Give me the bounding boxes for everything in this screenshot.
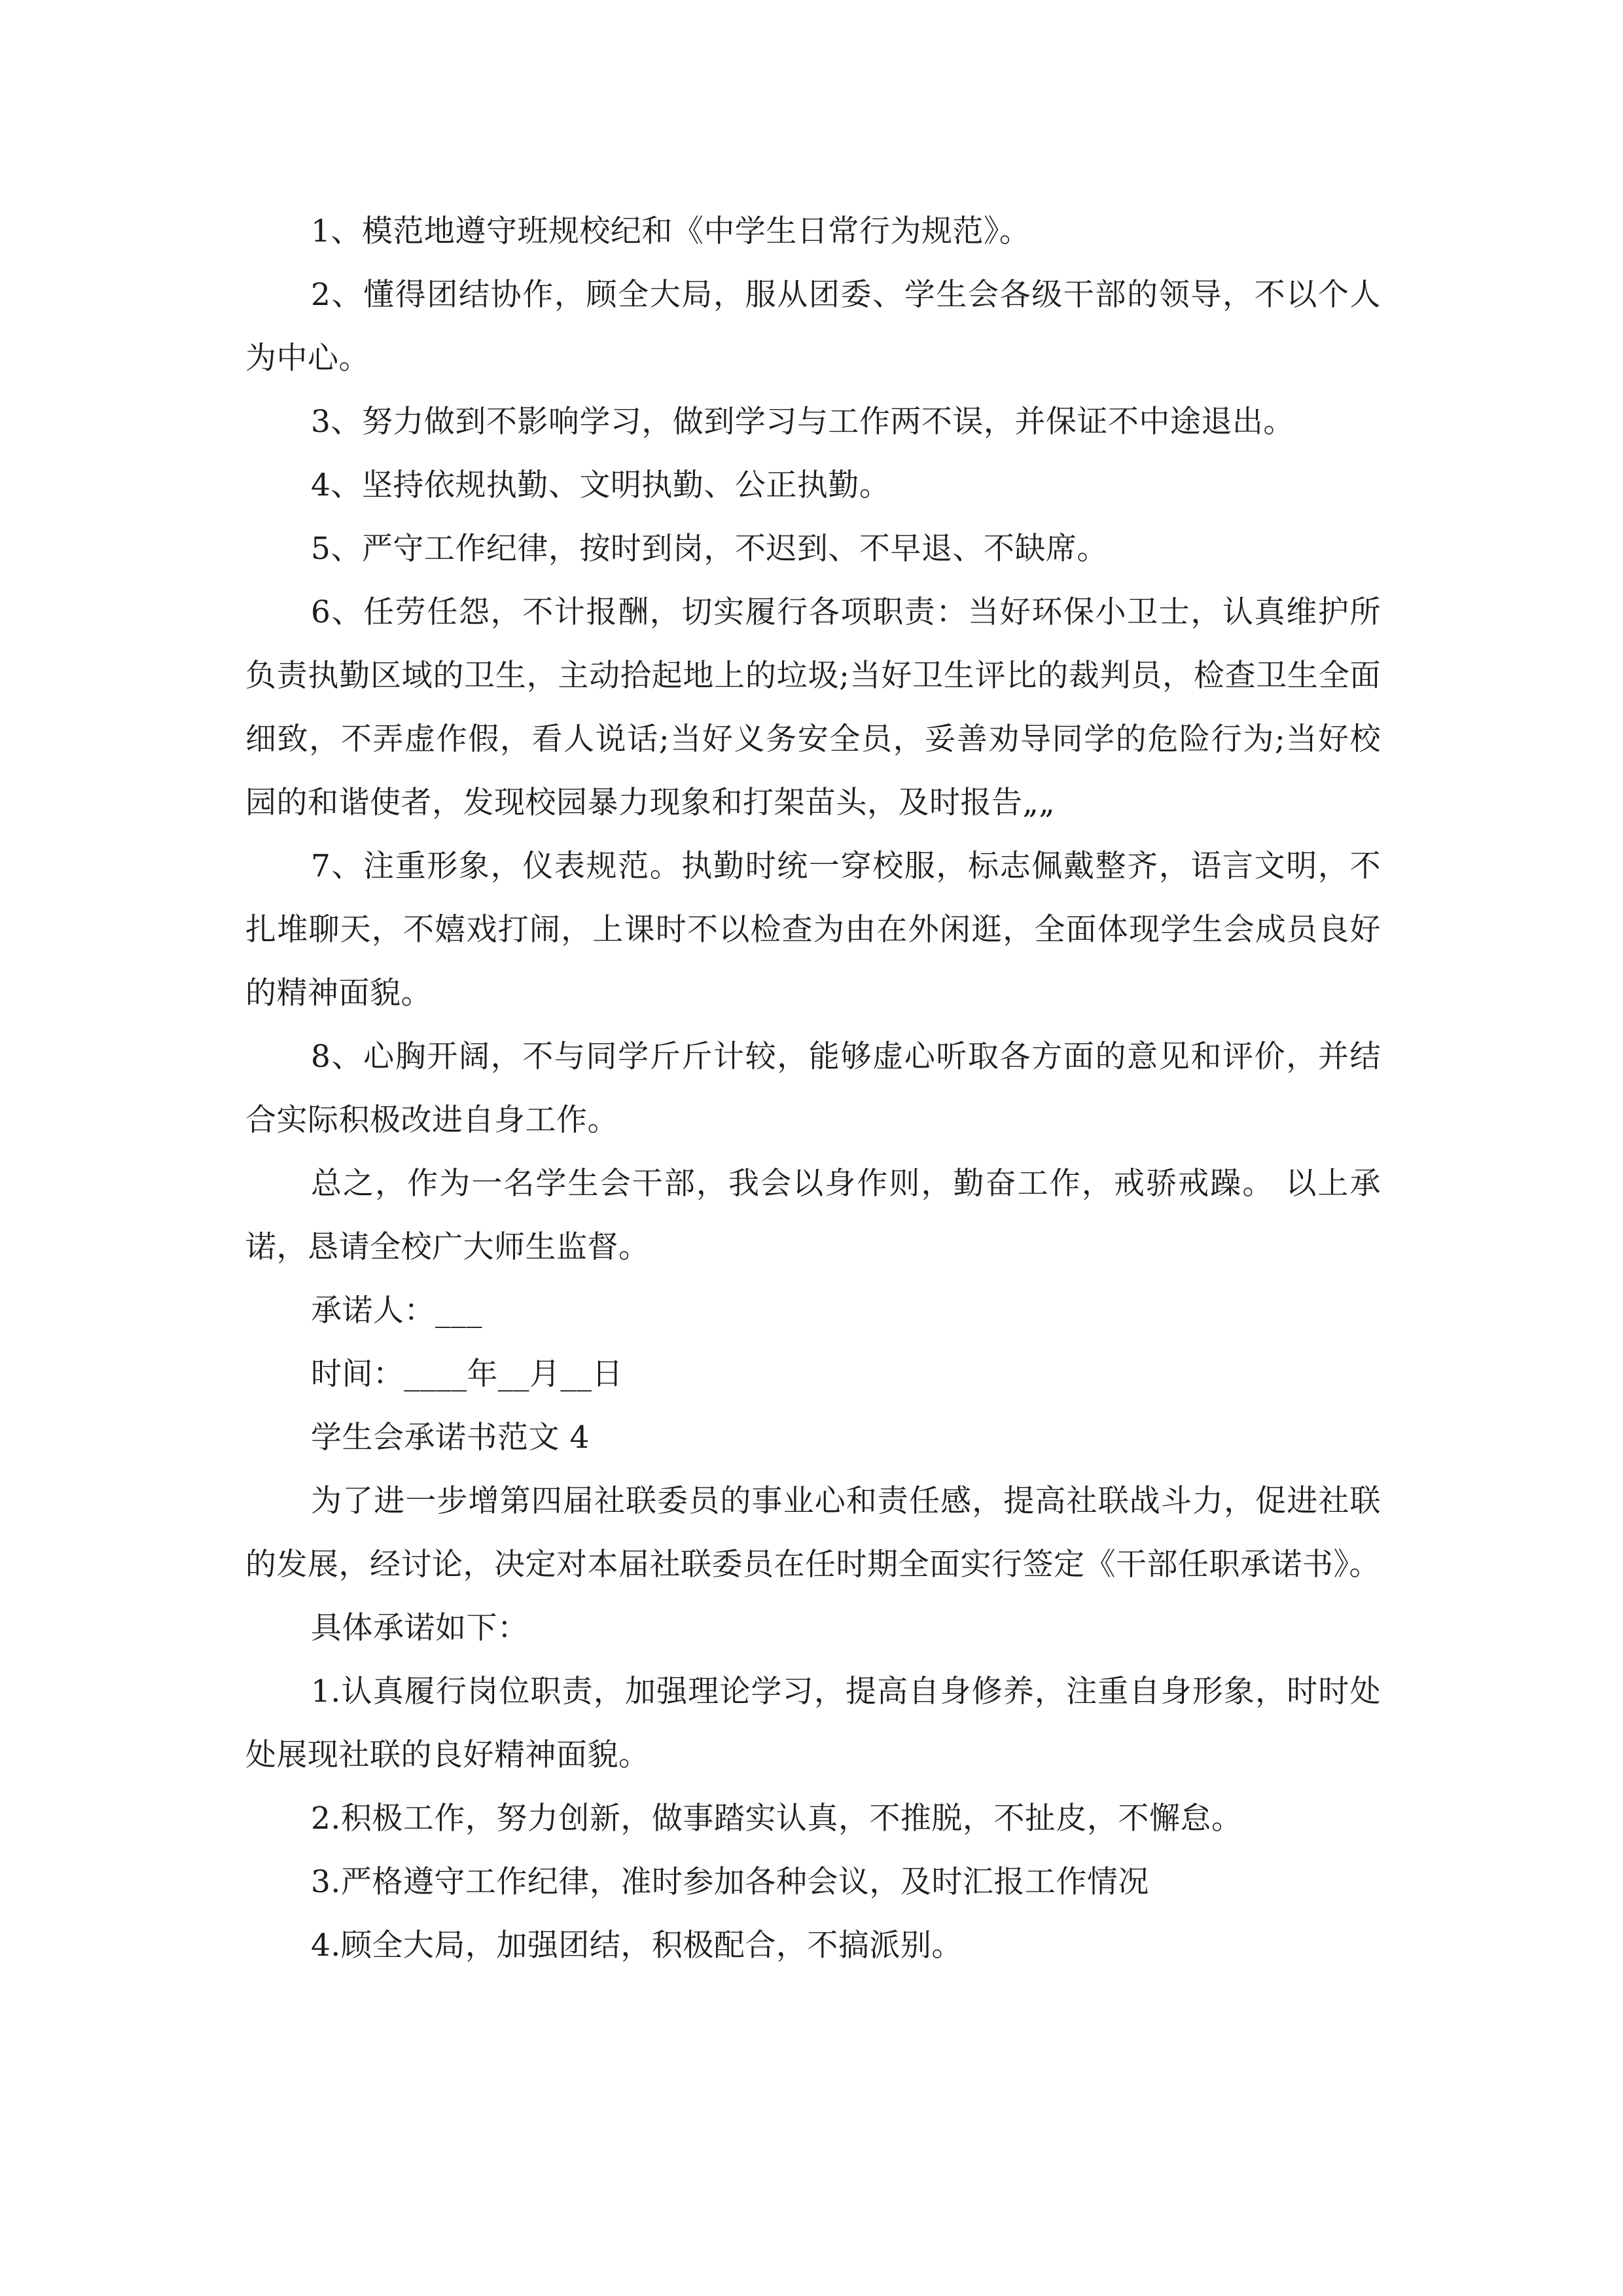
paragraph-intro: 为了进一步增第四届社联委员的事业心和责任感，提高社联战斗力，促进社联的发展，经讨论，决定对本届社联委员在任时期全面实行签定《干部任职承诺书》。 bbox=[245, 1483, 1381, 1583]
paragraph-commitment-2: 2.积极工作，努力创新，做事踏实认真，不推脱，不扯皮，不懈怠。 bbox=[311, 1801, 1243, 1837]
paragraph-rule-8: 8、心胸开阔，不与同学斤斤计较，能够虚心听取各方面的意见和评价，并结合实际积极改进自身工作。 bbox=[245, 1039, 1381, 1138]
paragraph-rule-5: 5、严守工作纪律，按时到岗，不迟到、不早退、不缺席。 bbox=[311, 531, 1108, 567]
date-line: 时间：____年__月__日 bbox=[311, 1356, 623, 1392]
signatory-line: 承诺人：___ bbox=[311, 1293, 482, 1329]
document-body bbox=[245, 200, 1381, 1977]
paragraph-rule-7: 7、注重形象，仪表规范。执勤时统一穿校服，标志佩戴整齐，语言文明，不扎堆聊天，不嬉戏打闹，上课时不以检查为由在外闲逛，全面体现学生会成员良好的精神面貌。 bbox=[245, 848, 1381, 1011]
paragraph-rule-1: 1、模范地遵守班规校纪和《中学生日常行为规范》。 bbox=[311, 213, 1031, 249]
paragraph-rule-4: 4、坚持依规执勤、文明执勤、公正执勤。 bbox=[311, 467, 891, 503]
paragraph-rule-6: 6、任劳任怨，不计报酬，切实履行各项职责：当好环保小卫士，认真维护所负责执勤区域的卫生，主动拾起地上的垃圾;当好卫生评比的裁判员，检查卫生全面细致，不弄虚作假，看人说话;当好义务安全员，妥善劝导同学的危险行为;当好校园的和谐使者，发现校园暴力现象和打架苗头，及时报告„„ bbox=[245, 594, 1381, 821]
paragraph-commitment-3: 3.严格遵守工作纪律，准时参加各种会议，及时汇报工作情况 bbox=[311, 1864, 1149, 1900]
paragraph-commitments-header: 具体承诺如下： bbox=[311, 1610, 529, 1646]
paragraph-commitment-1: 1.认真履行岗位职责，加强理论学习，提高自身修养，注重自身形象，时时处处展现社联的良好精神面貌。 bbox=[245, 1674, 1381, 1773]
paragraph-commitment-4: 4.顾全大局，加强团结，积极配合，不搞派别。 bbox=[311, 1928, 963, 1964]
section-heading: 学生会承诺书范文 4 bbox=[311, 1420, 590, 1456]
paragraph-rule-3: 3、努力做到不影响学习，做到学习与工作两不误，并保证不中途退出。 bbox=[311, 404, 1294, 440]
paragraph-rule-2: 2、懂得团结协作，顾全大局，服从团委、学生会各级干部的领导，不以个人为中心。 bbox=[245, 277, 1381, 376]
paragraph-summary: 总之，作为一名学生会干部，我会以身作则，勤奋工作，戒骄戒躁。 以上承诺，恳请全校广大师生监督。 bbox=[245, 1166, 1381, 1265]
